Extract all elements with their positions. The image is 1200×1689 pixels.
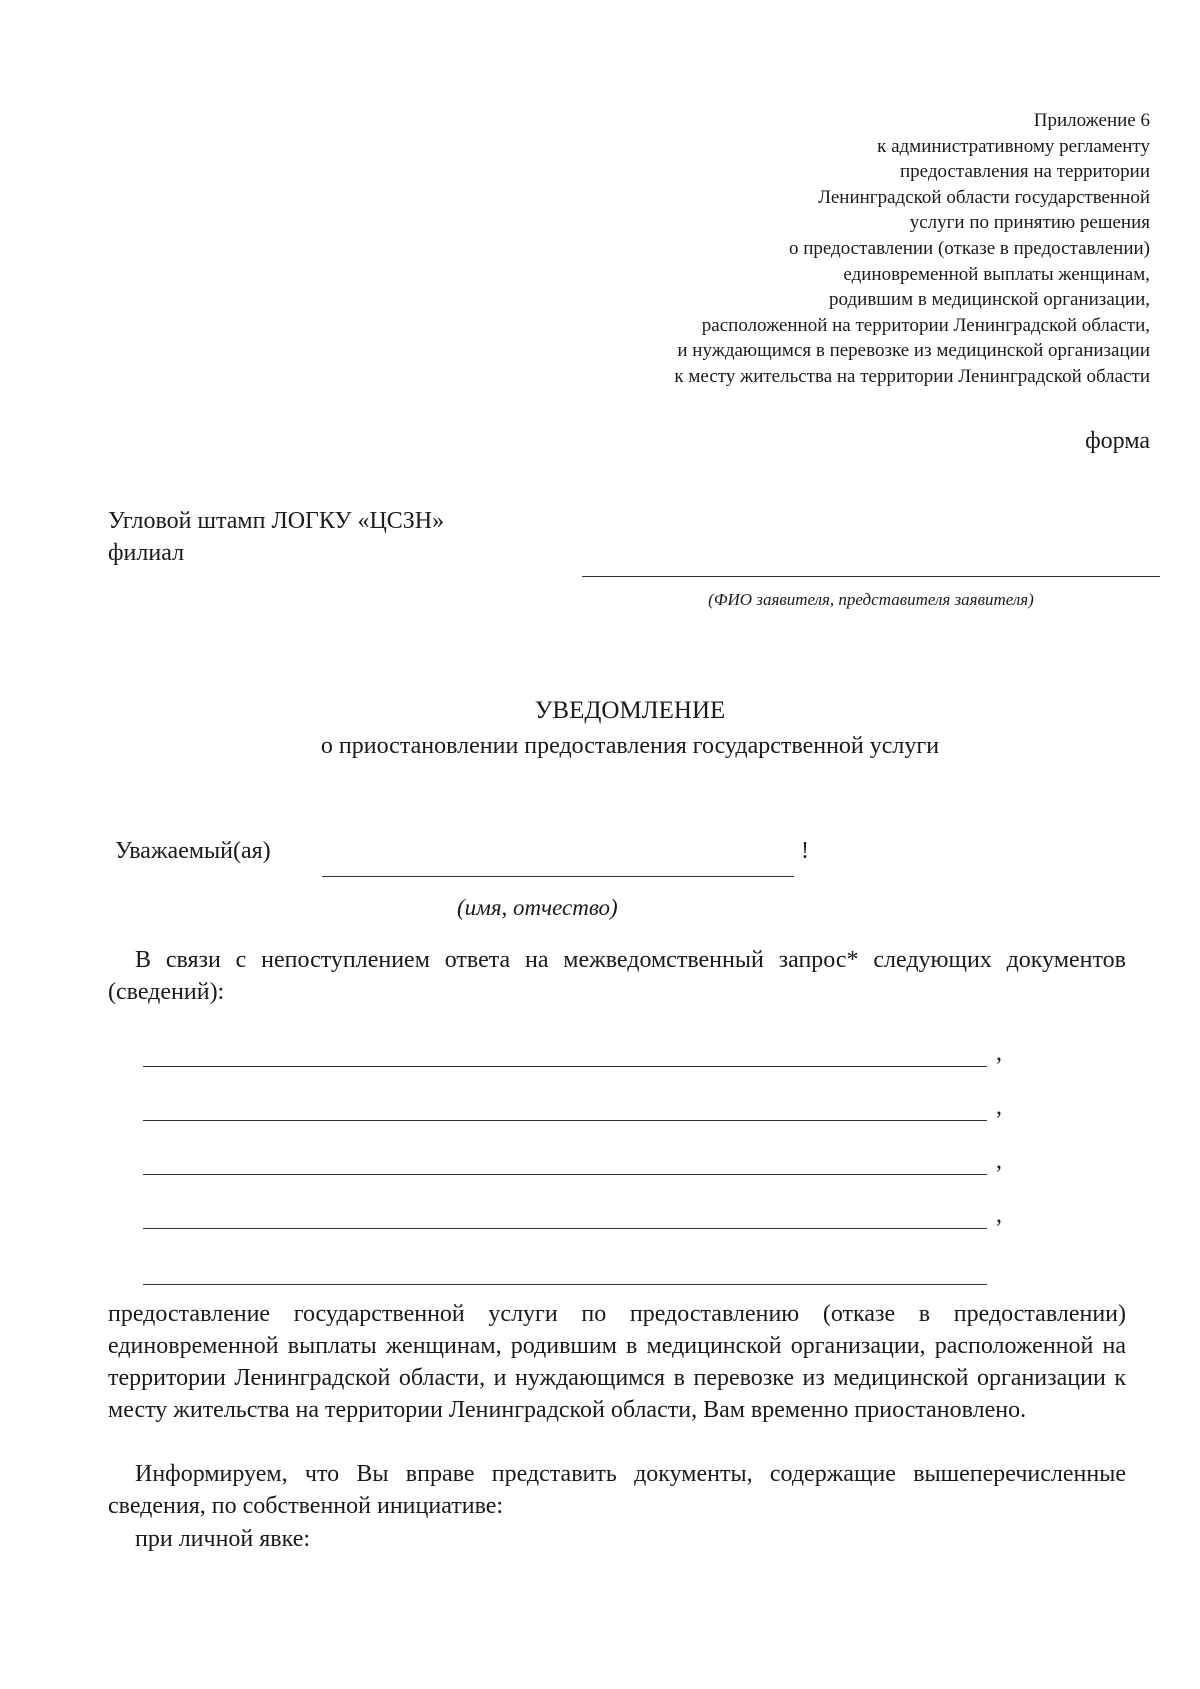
appendix-line: и нуждающимся в перевозке из медицинской организации bbox=[677, 340, 1150, 362]
appendix-line: о предоставлении (отказе в предоставлении) bbox=[788, 237, 1150, 259]
paragraph-personal-visit: при личной явке: bbox=[135, 1526, 311, 1552]
corner-stamp-block bbox=[108, 505, 444, 569]
appendix-line: расположенной на территории Ленинградской области, bbox=[701, 314, 1150, 336]
document-entry-field[interactable] bbox=[143, 1174, 987, 1175]
paragraph-inform: Информируем, что Вы вправе представить документы, содержащие вышеперечисленные сведения, по собственной инициативе: bbox=[108, 1461, 1126, 1519]
document-subtitle: о приостановлении предоставления государственной услуги bbox=[320, 733, 940, 759]
document-title: УВЕДОМЛЕНИЕ bbox=[534, 697, 726, 724]
applicant-name-caption: (ФИО заявителя, представителя заявителя) bbox=[708, 590, 1034, 609]
form-label: форма bbox=[1085, 428, 1150, 454]
stamp-branch: филиал bbox=[108, 540, 185, 566]
appendix-line: родившим в медицинской организации, bbox=[829, 289, 1150, 311]
appendix-line: услуги по принятию решения bbox=[909, 212, 1150, 234]
paragraph-request: В связи с непоступлением ответа на межведомственный запрос* следующих документов (сведений): bbox=[108, 947, 1126, 1005]
appendix-line: Приложение 6 bbox=[1033, 110, 1150, 131]
document-entry-field[interactable] bbox=[143, 1284, 987, 1285]
document-entry-separator: , bbox=[996, 1040, 1002, 1066]
appendix-line: единовременной выплаты женщинам, bbox=[843, 263, 1150, 285]
document-entry-field[interactable] bbox=[143, 1066, 987, 1067]
greeting-prefix: Уважаемый(ая) bbox=[115, 838, 271, 864]
appendix-line: предоставления на территории bbox=[900, 161, 1150, 183]
paragraph-suspension: предоставление государственной услуги по предоставлению (отказе в предоставлении) единовременной выплаты женщинам, родившим в медицинской организации, расположенной на территории Ленинградской области, и нуждающимся в перевозке из медицинской организации к месту жительства на территории Ленинградской области, Вам временно приостановлено. bbox=[108, 1301, 1126, 1423]
document-entry-field[interactable] bbox=[143, 1228, 987, 1229]
document-entry-separator: , bbox=[996, 1202, 1002, 1228]
greeting-suffix: ! bbox=[801, 838, 809, 864]
appendix-line: Ленинградской области государственной bbox=[818, 186, 1150, 208]
document-entry-separator: , bbox=[996, 1148, 1002, 1174]
appendix-line: к административному регламенту bbox=[877, 135, 1150, 157]
appendix-line: к месту жительства на территории Ленинградской области bbox=[674, 365, 1150, 387]
document-entry-field[interactable] bbox=[143, 1120, 987, 1121]
recipient-name-caption: (имя, отчество) bbox=[457, 895, 618, 920]
applicant-name-field[interactable] bbox=[582, 576, 1160, 577]
stamp-line: Угловой штамп ЛОГКУ «ЦСЗН» bbox=[108, 508, 445, 534]
appendix-block bbox=[550, 108, 1150, 390]
document-entry-separator: , bbox=[996, 1094, 1002, 1120]
recipient-name-field[interactable] bbox=[322, 876, 794, 877]
